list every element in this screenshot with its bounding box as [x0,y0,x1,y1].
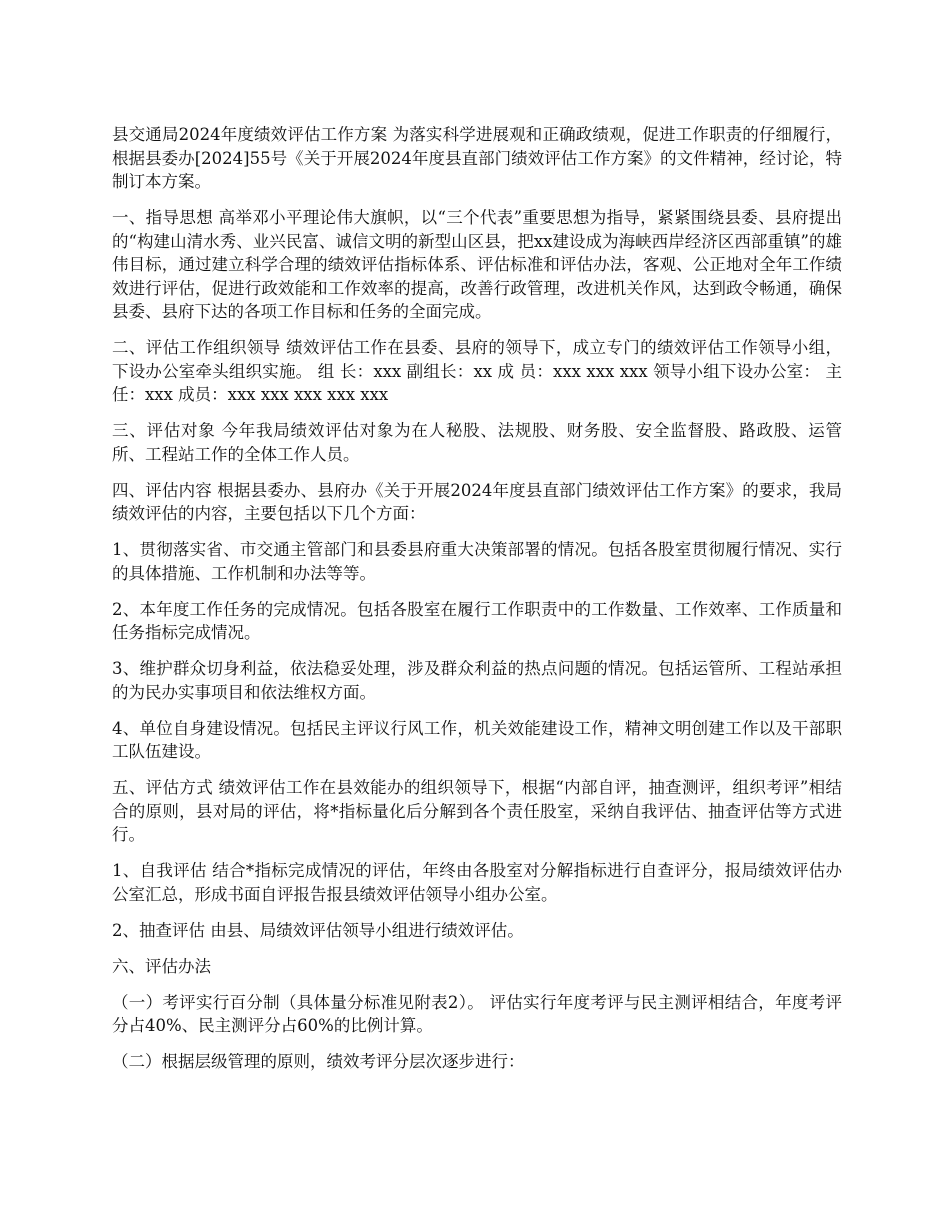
section-organization-leadership: 二、评估工作组织领导 绩效评估工作在县委、县府的领导下，成立专门的绩效评估工作领导小组，下设办公室牵头组织实施。 组 长：xxx 副组长：xx 成 员：xxx xxx xxx 领导小组下设办公室： 主任：xxx 成员：xxx xxx xxx xxx xxx [112,338,842,404]
content-item-2: 2、本年度工作任务的完成情况。包括各股室在履行工作职责中的工作数量、工作效率、工作质量和任务指标完成情况。 [112,599,842,642]
method-item-2: 2、抽查评估 由县、局绩效评估领导小组进行绩效评估。 [112,920,524,940]
content-item-3: 3、维护群众切身利益，依法稳妥处理，涉及群众利益的热点问题的情况。包括运管所、工程站承担的为民办实事项目和依法维权方面。 [112,659,842,702]
measures-item-2: （二）根据层级管理的原则，绩效考评分层次逐步进行： [112,1052,525,1071]
content-item-1: 1、贯彻落实省、市交通主管部门和县委县府重大决策部署的情况。包括各股室贯彻履行情况、实行的具体措施、工作机制和办法等等。 [112,540,842,583]
section-evaluation-measures: 六、评估办法 [112,956,211,976]
intro-paragraph: 县交通局2024年度绩效评估工作方案 为落实科学进展观和正确政绩观，促进工作职责的仔细履行，根据县委办[2024]55号《关于开展2024年度县直部门绩效评估工作方案》的文件精神，经讨论，特制订本方案。 [112,125,842,191]
method-item-1: 1、自我评估 结合*指标完成情况的评估，年终由各股室对分解指标进行自查评分，报局绩效评估办公室汇总，形成书面自评报告报县绩效评估领导小组办公室。 [112,861,842,904]
section-evaluation-targets: 三、评估对象 今年我局绩效评估对象为在人秘股、法规股、财务股、安全监督股、路政股、运管所、工程站工作的全体工作人员。 [112,421,842,464]
measures-item-1: （一）考评实行百分制（具体量分标准见附表2）。 评估实行年度考评与民主测评相结合，年度考评分占40%、民主测评分占60%的比例计算。 [112,992,842,1035]
content-item-4: 4、单位自身建设情况。包括民主评议行风工作，机关效能建设工作，精神文明创建工作以及干部职工队伍建设。 [112,718,842,761]
section-evaluation-content: 四、评估内容 根据县委办、县府办《关于开展2024年度县直部门绩效评估工作方案》的要求，我局绩效评估的内容，主要包括以下几个方面： [112,480,842,523]
section-evaluation-method: 五、评估方式 绩效评估工作在县效能办的组织领导下，根据“内部自评，抽查测评，组织考评”相结合的原则，县对局的评估，将*指标量化后分解到各个责任股室，采纳自我评估、抽查评估等方式进行。 [112,778,842,844]
section-guiding-ideology: 一、指导思想 高举邓小平理论伟大旗帜，以“三个代表”重要思想为指导，紧紧围绕县委、县府提出的“构建山清水秀、业兴民富、诚信文明的新型山区县，把xx建设成为海峡西岸经济区西部重镇”的雄伟目标，通过建立科学合理的绩效评估指标体系、评估标准和评估办法，客观、公正地对全年工作绩效进行评估，促进行政效能和工作效率的提高，改善行政管理，改进机关作风，达到政令畅通，确保县委、县府下达的各项工作目标和任务的全面完成。 [112,208,842,321]
document-page [112,123,842,1086]
